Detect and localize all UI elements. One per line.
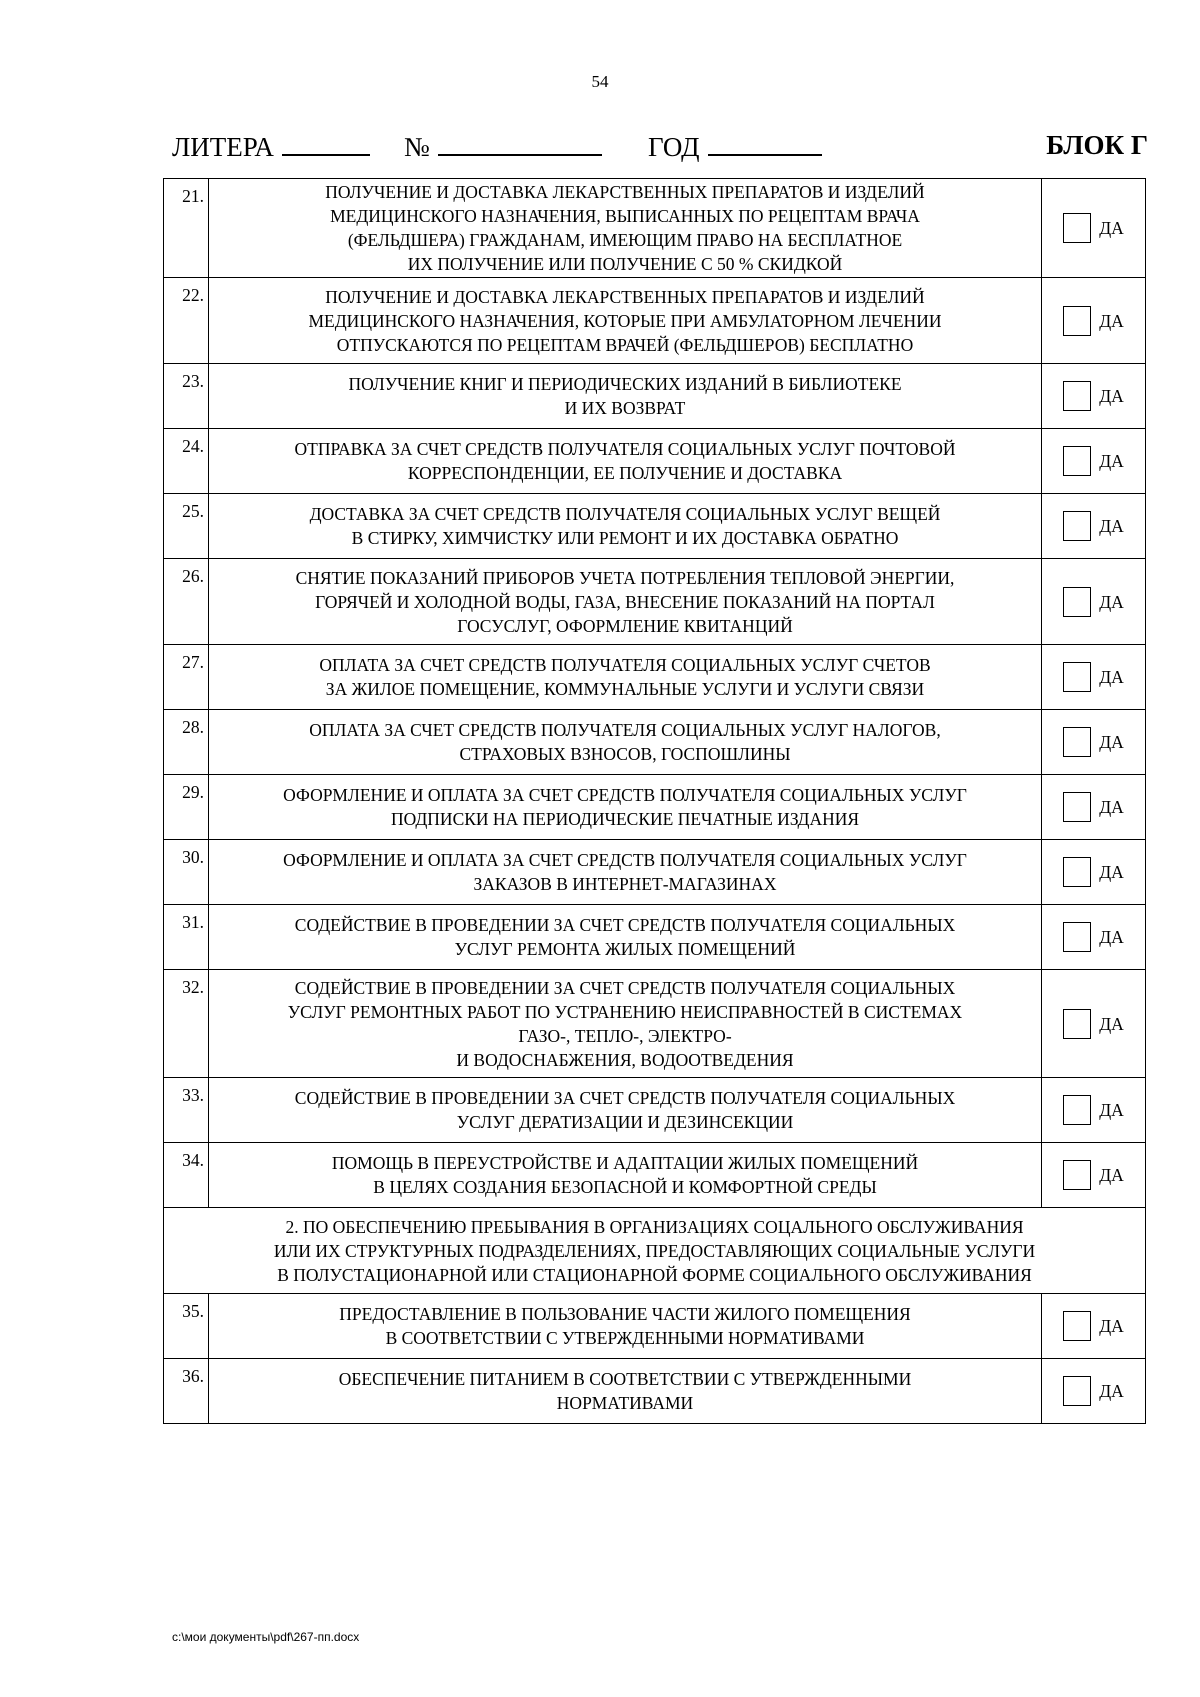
- yes-checkbox[interactable]: [1063, 587, 1091, 617]
- yes-option: [1042, 587, 1145, 617]
- answer-cell: [1042, 1078, 1146, 1143]
- table-row: [164, 1143, 1146, 1208]
- yes-option: [1042, 1311, 1145, 1341]
- yes-option: [1042, 381, 1145, 411]
- service-description: [209, 1359, 1042, 1424]
- description-line: (ФЕЛЬДШЕРА) ГРАЖДАНАМ, ИМЕЮЩИМ ПРАВО НА БЕСПЛАТНОЕ: [347, 230, 903, 250]
- description-line: ОПЛАТА ЗА СЧЕТ СРЕДСТВ ПОЛУЧАТЕЛЯ СОЦИАЛЬНЫХ УСЛУГ НАЛОГОВ,: [309, 720, 941, 740]
- yes-option: [1042, 1009, 1145, 1039]
- row-number: 23.: [164, 364, 209, 429]
- description-line: ДОСТАВКА ЗА СЧЕТ СРЕДСТВ ПОЛУЧАТЕЛЯ СОЦИАЛЬНЫХ УСЛУГ ВЕЩЕЙ: [309, 504, 941, 524]
- service-description: [209, 1143, 1042, 1208]
- description-line: В ЦЕЛЯХ СОЗДАНИЯ БЕЗОПАСНОЙ И КОМФОРТНОЙ СРЕДЫ: [373, 1177, 877, 1197]
- description-line: В СООТВЕТСТВИИ С УТВЕРЖДЕННЫМИ НОРМАТИВАМИ: [385, 1328, 865, 1348]
- description-line: УСЛУГ РЕМОНТА ЖИЛЫХ ПОМЕЩЕНИЙ: [454, 939, 796, 959]
- service-description: [209, 429, 1042, 494]
- yes-option: [1042, 306, 1145, 336]
- yes-option: [1042, 511, 1145, 541]
- yes-option: [1042, 727, 1145, 757]
- yes-label: ДА: [1099, 732, 1124, 752]
- table-row: [164, 1294, 1146, 1359]
- table-row: [164, 1078, 1146, 1143]
- answer-cell: [1042, 494, 1146, 559]
- description-line: МЕДИЦИНСКОГО НАЗНАЧЕНИЯ, ВЫПИСАННЫХ ПО РЕЦЕПТАМ ВРАЧА: [330, 206, 920, 226]
- row-number: 30.: [164, 840, 209, 905]
- answer-cell: [1042, 645, 1146, 710]
- description-line: СОДЕЙСТВИЕ В ПРОВЕДЕНИИ ЗА СЧЕТ СРЕДСТВ ПОЛУЧАТЕЛЯ СОЦИАЛЬНЫХ: [294, 977, 956, 998]
- section-row: [164, 1208, 1146, 1294]
- row-number: 26.: [164, 559, 209, 645]
- litera-input-line[interactable]: [282, 130, 370, 156]
- row-number: 21.: [164, 179, 209, 278]
- yes-checkbox[interactable]: [1063, 446, 1091, 476]
- description-line: ОФОРМЛЕНИЕ И ОПЛАТА ЗА СЧЕТ СРЕДСТВ ПОЛУЧАТЕЛЯ СОЦИАЛЬНЫХ УСЛУГ: [283, 785, 967, 805]
- yes-label: ДА: [1099, 310, 1124, 331]
- yes-label: ДА: [1099, 1100, 1124, 1120]
- yes-label: ДА: [1099, 591, 1124, 612]
- description-line: ИХ ПОЛУЧЕНИЕ ИЛИ ПОЛУЧЕНИЕ С 50 % СКИДКОЙ: [407, 254, 843, 274]
- description-line: НОРМАТИВАМИ: [556, 1393, 694, 1413]
- description-line: ОФОРМЛЕНИЕ И ОПЛАТА ЗА СЧЕТ СРЕДСТВ ПОЛУЧАТЕЛЯ СОЦИАЛЬНЫХ УСЛУГ: [283, 850, 967, 870]
- answer-cell: [1042, 710, 1146, 775]
- description-line: МЕДИЦИНСКОГО НАЗНАЧЕНИЯ, КОТОРЫЕ ПРИ АМБУЛАТОРНОМ ЛЕЧЕНИИ: [308, 310, 942, 331]
- row-number: 35.: [164, 1294, 209, 1359]
- answer-cell: [1042, 1143, 1146, 1208]
- service-description: [209, 645, 1042, 710]
- description-line: И ИХ ВОЗВРАТ: [564, 398, 686, 418]
- table-row: [164, 429, 1146, 494]
- service-description: [209, 970, 1042, 1078]
- yes-label: ДА: [1099, 386, 1124, 406]
- row-number: 22.: [164, 278, 209, 364]
- yes-checkbox[interactable]: [1063, 727, 1091, 757]
- section-heading-line: ИЛИ ИХ СТРУКТУРНЫХ ПОДРАЗДЕЛЕНИЯХ, ПРЕДОСТАВЛЯЮЩИХ СОЦИАЛЬНЫЕ УСЛУГИ: [273, 1240, 1036, 1261]
- yes-checkbox[interactable]: [1063, 1009, 1091, 1039]
- answer-cell: [1042, 559, 1146, 645]
- description-line: ГОСУСЛУГ, ОФОРМЛЕНИЕ КВИТАНЦИЙ: [457, 615, 793, 636]
- description-line: ЗАКАЗОВ В ИНТЕРНЕТ-МАГАЗИНАХ: [473, 874, 777, 894]
- answer-cell: [1042, 905, 1146, 970]
- yes-checkbox[interactable]: [1063, 511, 1091, 541]
- description-line: КОРРЕСПОНДЕНЦИИ, ЕЕ ПОЛУЧЕНИЕ И ДОСТАВКА: [407, 463, 843, 483]
- year-field: [648, 130, 822, 163]
- page-number: 54: [591, 72, 609, 91]
- answer-cell: [1042, 278, 1146, 364]
- year-input-line[interactable]: [708, 130, 822, 156]
- description-line: УСЛУГ РЕМОНТНЫХ РАБОТ ПО УСТРАНЕНИЮ НЕИСПРАВНОСТЕЙ В СИСТЕМАХ: [287, 1001, 963, 1022]
- yes-checkbox[interactable]: [1063, 1160, 1091, 1190]
- description-line: ОБЕСПЕЧЕНИЕ ПИТАНИЕМ В СООТВЕТСТВИИ С УТВЕРЖДЕННЫМИ: [338, 1369, 912, 1389]
- table-row: [164, 179, 1146, 278]
- description-line: ОТПУСКАЮТСЯ ПО РЕЦЕПТАМ ВРАЧЕЙ (ФЕЛЬДШЕРОВ) БЕСПЛАТНО: [336, 334, 914, 355]
- answer-cell: [1042, 970, 1146, 1078]
- yes-checkbox[interactable]: [1063, 1095, 1091, 1125]
- table-row: [164, 494, 1146, 559]
- litera-label: ЛИТЕРА: [172, 132, 274, 162]
- answer-cell: [1042, 840, 1146, 905]
- description-line: ОПЛАТА ЗА СЧЕТ СРЕДСТВ ПОЛУЧАТЕЛЯ СОЦИАЛЬНЫХ УСЛУГ СЧЕТОВ: [319, 655, 931, 675]
- service-description: [209, 494, 1042, 559]
- description-line: СОДЕЙСТВИЕ В ПРОВЕДЕНИИ ЗА СЧЕТ СРЕДСТВ ПОЛУЧАТЕЛЯ СОЦИАЛЬНЫХ: [294, 1088, 956, 1108]
- service-description: [209, 1294, 1042, 1359]
- table-row: [164, 364, 1146, 429]
- service-description: [209, 905, 1042, 970]
- yes-checkbox[interactable]: [1063, 381, 1091, 411]
- table-row: [164, 559, 1146, 645]
- yes-label: ДА: [1099, 1013, 1124, 1034]
- description-line: ПРЕДОСТАВЛЕНИЕ В ПОЛЬЗОВАНИЕ ЧАСТИ ЖИЛОГО ПОМЕЩЕНИЯ: [339, 1304, 911, 1324]
- service-description: [209, 710, 1042, 775]
- yes-checkbox[interactable]: [1063, 306, 1091, 336]
- yes-label: ДА: [1099, 451, 1124, 471]
- yes-label: ДА: [1099, 927, 1124, 947]
- yes-label: ДА: [1099, 667, 1124, 687]
- yes-option: [1042, 922, 1145, 952]
- table-row: [164, 645, 1146, 710]
- row-number: 29.: [164, 775, 209, 840]
- yes-option: [1042, 1095, 1145, 1125]
- number-input-line[interactable]: [438, 130, 602, 156]
- yes-checkbox[interactable]: [1063, 662, 1091, 692]
- file-path-footer: c:\мои документы\pdf\267-пп.docx: [172, 1630, 360, 1644]
- table-row: [164, 775, 1146, 840]
- service-description: [209, 840, 1042, 905]
- description-line: ПОЛУЧЕНИЕ И ДОСТАВКА ЛЕКАРСТВЕННЫХ ПРЕПАРАТОВ И ИЗДЕЛИЙ: [325, 182, 925, 202]
- block-label: БЛОК Г: [1046, 130, 1148, 160]
- yes-label: ДА: [1099, 1316, 1124, 1336]
- section-heading: [164, 1208, 1146, 1294]
- yes-option: [1042, 213, 1145, 243]
- yes-label: ДА: [1099, 797, 1124, 817]
- section-heading-line: 2. ПО ОБЕСПЕЧЕНИЮ ПРЕБЫВАНИЯ В ОРГАНИЗАЦИЯХ СОЦАЛЬНОГО ОБСЛУЖИВАНИЯ: [285, 1216, 1024, 1237]
- row-number: 28.: [164, 710, 209, 775]
- description-line: ПОЛУЧЕНИЕ И ДОСТАВКА ЛЕКАРСТВЕННЫХ ПРЕПАРАТОВ И ИЗДЕЛИЙ: [325, 286, 925, 307]
- table-row: [164, 278, 1146, 364]
- description-line: ГАЗО-, ТЕПЛО-, ЭЛЕКТРО-: [518, 1025, 732, 1046]
- description-line: СТРАХОВЫХ ВЗНОСОВ, ГОСПОШЛИНЫ: [459, 744, 791, 764]
- description-line: И ВОДОСНАБЖЕНИЯ, ВОДООТВЕДЕНИЯ: [456, 1049, 794, 1070]
- description-line: ПОЛУЧЕНИЕ КНИГ И ПЕРИОДИЧЕСКИХ ИЗДАНИЙ В БИБЛИОТЕКЕ: [348, 374, 902, 394]
- description-line: ПОДПИСКИ НА ПЕРИОДИЧЕСКИЕ ПЕЧАТНЫЕ ИЗДАНИЯ: [390, 809, 860, 829]
- row-number: 27.: [164, 645, 209, 710]
- yes-checkbox[interactable]: [1063, 857, 1091, 887]
- service-description: [209, 1078, 1042, 1143]
- yes-option: [1042, 1160, 1145, 1190]
- service-description: [209, 278, 1042, 364]
- yes-checkbox[interactable]: [1063, 213, 1091, 243]
- yes-option: [1042, 446, 1145, 476]
- yes-checkbox[interactable]: [1063, 922, 1091, 952]
- yes-label: ДА: [1099, 862, 1124, 882]
- row-number: 33.: [164, 1078, 209, 1143]
- number-label: №: [404, 132, 430, 162]
- yes-checkbox[interactable]: [1063, 1376, 1091, 1406]
- yes-checkbox[interactable]: [1063, 792, 1091, 822]
- answer-cell: [1042, 429, 1146, 494]
- answer-cell: [1042, 1359, 1146, 1424]
- table-row: [164, 905, 1146, 970]
- yes-label: ДА: [1099, 1165, 1124, 1185]
- row-number: 36.: [164, 1359, 209, 1424]
- row-number: 32.: [164, 970, 209, 1078]
- yes-option: [1042, 792, 1145, 822]
- service-description: [209, 559, 1042, 645]
- description-line: ПОМОЩЬ В ПЕРЕУСТРОЙСТВЕ И АДАПТАЦИИ ЖИЛЫХ ПОМЕЩЕНИЙ: [331, 1153, 919, 1173]
- description-line: ГОРЯЧЕЙ И ХОЛОДНОЙ ВОДЫ, ГАЗА, ВНЕСЕНИЕ ПОКАЗАНИЙ НА ПОРТАЛ: [315, 591, 935, 612]
- answer-cell: [1042, 364, 1146, 429]
- row-number: 34.: [164, 1143, 209, 1208]
- description-line: ЗА ЖИЛОЕ ПОМЕЩЕНИЕ, КОММУНАЛЬНЫЕ УСЛУГИ И УСЛУГИ СВЯЗИ: [325, 679, 925, 699]
- answer-cell: [1042, 179, 1146, 278]
- service-description: [209, 364, 1042, 429]
- table-row: [164, 970, 1146, 1078]
- yes-option: [1042, 857, 1145, 887]
- service-description: [209, 179, 1042, 278]
- services-table: [163, 178, 1146, 1424]
- services-table-body: [164, 179, 1146, 1424]
- table-row: [164, 1359, 1146, 1424]
- year-label: ГОД: [648, 132, 700, 162]
- litera-field: [172, 130, 370, 163]
- yes-label: ДА: [1099, 516, 1124, 536]
- description-line: УСЛУГ ДЕРАТИЗАЦИИ И ДЕЗИНСЕКЦИИ: [456, 1112, 794, 1132]
- table-row: [164, 840, 1146, 905]
- yes-label: ДА: [1099, 1381, 1124, 1401]
- row-number: 24.: [164, 429, 209, 494]
- answer-cell: [1042, 775, 1146, 840]
- yes-option: [1042, 662, 1145, 692]
- section-heading-line: В ПОЛУСТАЦИОНАРНОЙ ИЛИ СТАЦИОНАРНОЙ ФОРМЕ СОЦИАЛЬНОГО ОБСЛУЖИВАНИЯ: [277, 1264, 1032, 1285]
- answer-cell: [1042, 1294, 1146, 1359]
- description-line: ОТПРАВКА ЗА СЧЕТ СРЕДСТВ ПОЛУЧАТЕЛЯ СОЦИАЛЬНЫХ УСЛУГ ПОЧТОВОЙ: [294, 439, 956, 459]
- row-number: 25.: [164, 494, 209, 559]
- table-row: [164, 710, 1146, 775]
- yes-option: [1042, 1376, 1145, 1406]
- description-line: В СТИРКУ, ХИМЧИСТКУ ИЛИ РЕМОНТ И ИХ ДОСТАВКА ОБРАТНО: [351, 528, 899, 548]
- form-header: [172, 130, 1148, 164]
- yes-label: ДА: [1099, 218, 1124, 238]
- description-line: СОДЕЙСТВИЕ В ПРОВЕДЕНИИ ЗА СЧЕТ СРЕДСТВ ПОЛУЧАТЕЛЯ СОЦИАЛЬНЫХ: [294, 915, 956, 935]
- service-description: [209, 775, 1042, 840]
- row-number: 31.: [164, 905, 209, 970]
- number-field: [404, 130, 602, 163]
- description-line: СНЯТИЕ ПОКАЗАНИЙ ПРИБОРОВ УЧЕТА ПОТРЕБЛЕНИЯ ТЕПЛОВОЙ ЭНЕРГИИ,: [295, 567, 955, 588]
- yes-checkbox[interactable]: [1063, 1311, 1091, 1341]
